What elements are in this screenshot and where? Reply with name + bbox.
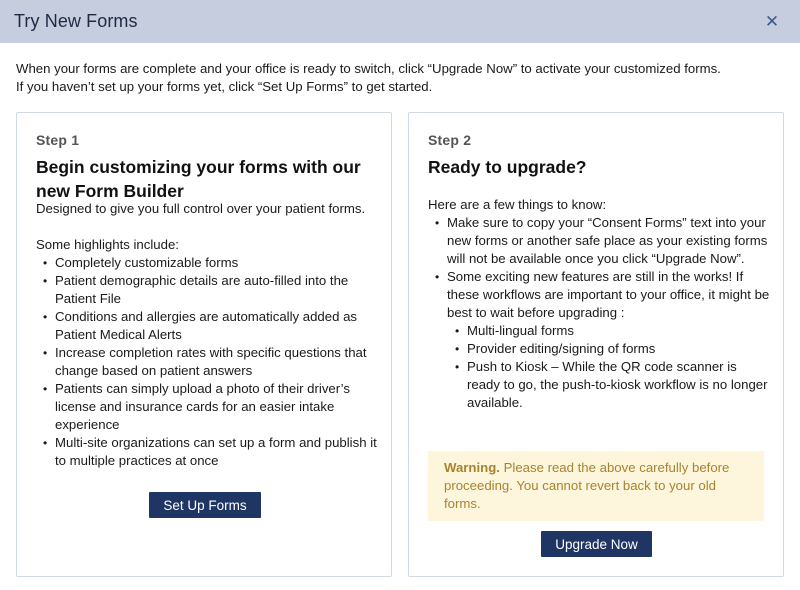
step-2-title: Ready to upgrade? [428,157,587,177]
step-1-title: Begin customizing your forms with our new Form Builder [36,157,361,201]
list-item: • Patient demographic details are auto-filled into the Patient File [36,272,381,308]
warning-text: Please read the above carefully before proceeding. You cannot revert back to your old forms. [444,460,730,511]
upgrade-now-button[interactable]: Upgrade Now [541,531,652,557]
intro-text [16,60,786,96]
step-2-label: Step 2 [428,132,472,148]
modal-header [0,0,800,43]
step-1-description: Designed to give you full control over your patient forms. [36,201,366,216]
modal-title: Try New Forms [14,11,138,31]
things-to-know-list [428,214,773,322]
step-1-label: Step 1 [36,132,80,148]
warning-box [428,451,764,521]
step-2-card [408,112,784,577]
step-2-body [428,196,773,412]
list-item: • Completely customizable forms [36,254,381,272]
list-item: • Increase completion rates with specific questions that change based on patient answers [36,344,381,380]
list-item: • Provider editing/signing of forms [428,340,773,358]
list-item: • Make sure to copy your “Consent Forms” text into your new forms or another safe place as your existing forms will not be available once you click “Upgrade Now”. [428,214,773,268]
upcoming-features-list [428,322,773,412]
list-item-text: Some exciting new features are still in the works! If these workflows are important to your office, it might be best to wait before upgrading : [447,269,770,320]
list-item: • Multi-lingual forms [428,322,773,340]
highlights-intro: Some highlights include: [36,237,179,252]
list-item: • Conditions and allergies are automatically added as Patient Medical Alerts [36,308,381,344]
step-2-intro: Here are a few things to know: [428,197,607,212]
set-up-forms-button[interactable]: Set Up Forms [149,492,261,518]
list-item: • Multi-site organizations can set up a form and publish it to multiple practices at once [36,434,381,470]
list-item: • Push to Kiosk – While the QR code scanner is ready to go, the push-to-kiosk workflow is no longer available. [428,358,773,412]
intro-line-2: If you haven’t set up your forms yet, click “Set Up Forms” to get started. [16,79,433,94]
list-item: • Patients can simply upload a photo of their driver’s license and insurance cards for an easier intake experience [36,380,381,434]
list-item [428,268,773,322]
warning-label: Warning. [444,460,500,475]
close-icon[interactable]: ✕ [764,11,780,31]
intro-line-1: When your forms are complete and your office is ready to switch, click “Upgrade Now” to activate your customized forms. [16,61,721,76]
step-1-body [36,200,381,470]
highlights-list [36,254,381,470]
step-1-card [16,112,392,577]
